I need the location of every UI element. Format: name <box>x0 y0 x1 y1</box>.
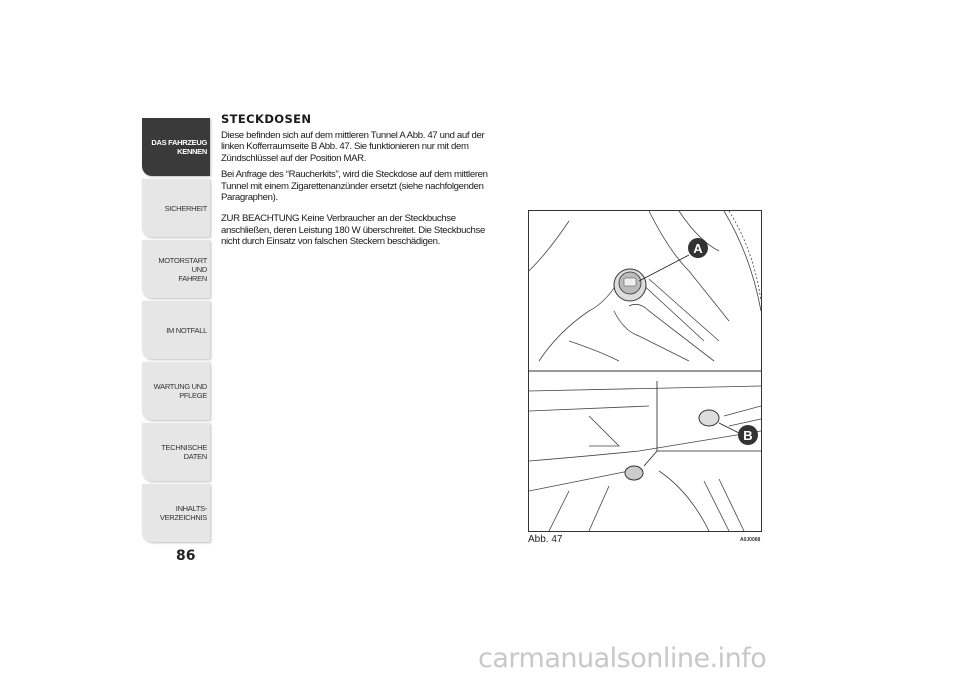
paragraph-caution: ZUR BEACHTUNG Keine Verbraucher an der Steckbuchse anschließen, deren Leistung 180 W überschreitet. Die Steckbuchse nicht durch Einsatz von falschen Steckern beschädigen. <box>221 213 485 248</box>
figure-code: A0J0068 <box>740 537 761 543</box>
tab-sicherheit[interactable] <box>142 179 210 237</box>
tab-label: MOTORSTART UND FAHREN <box>158 255 207 283</box>
watermark: carmanualsonline.info <box>478 643 767 674</box>
marker-b-label: B <box>743 428 753 443</box>
tab-label: TECHNISCHE DATEN <box>161 443 207 461</box>
figure-caption: Abb. 47 <box>528 534 563 545</box>
tab-label: WARTUNG UND PFLEGE <box>153 382 207 400</box>
tab-label: INHALTS- VERZEICHNIS <box>159 504 207 522</box>
tab-inhaltsverzeichnis[interactable] <box>142 484 210 542</box>
tab-im-notfall[interactable] <box>142 301 210 359</box>
section-content <box>221 112 501 253</box>
tab-label: SICHERHEIT <box>164 203 207 213</box>
tab-label: DAS FAHRZEUG KENNEN <box>151 138 207 156</box>
socket-illustration <box>529 211 761 531</box>
figure-illustration <box>528 210 762 532</box>
tab-technische-daten[interactable] <box>142 423 210 481</box>
tab-motorstart-und-fahren[interactable] <box>142 240 210 298</box>
tab-wartung-und-pflege[interactable] <box>142 362 210 420</box>
tab-das-fahrzeug-kennen[interactable] <box>142 118 210 176</box>
page-number: 86 <box>176 548 196 564</box>
paragraph-location: Diese befinden sich auf dem mittleren Tunnel A Abb. 47 und auf der linken Kofferraumseite B Abb. 47. Sie funktionieren nur mit dem Zündschlüssel auf der Position MAR. <box>221 130 485 164</box>
marker-a-label: A <box>693 241 703 256</box>
tab-label: IM NOTFALL <box>166 325 207 335</box>
section-title: STECKDOSEN <box>221 112 312 126</box>
paragraph-smoker-kit: Bei Anfrage des “Raucherkits”, wird die Steckdose auf dem mittleren Tunnel mit einem Zigarettenanzünder ersetzt (siehe nachfolgenden Paragraphen). <box>221 169 488 204</box>
